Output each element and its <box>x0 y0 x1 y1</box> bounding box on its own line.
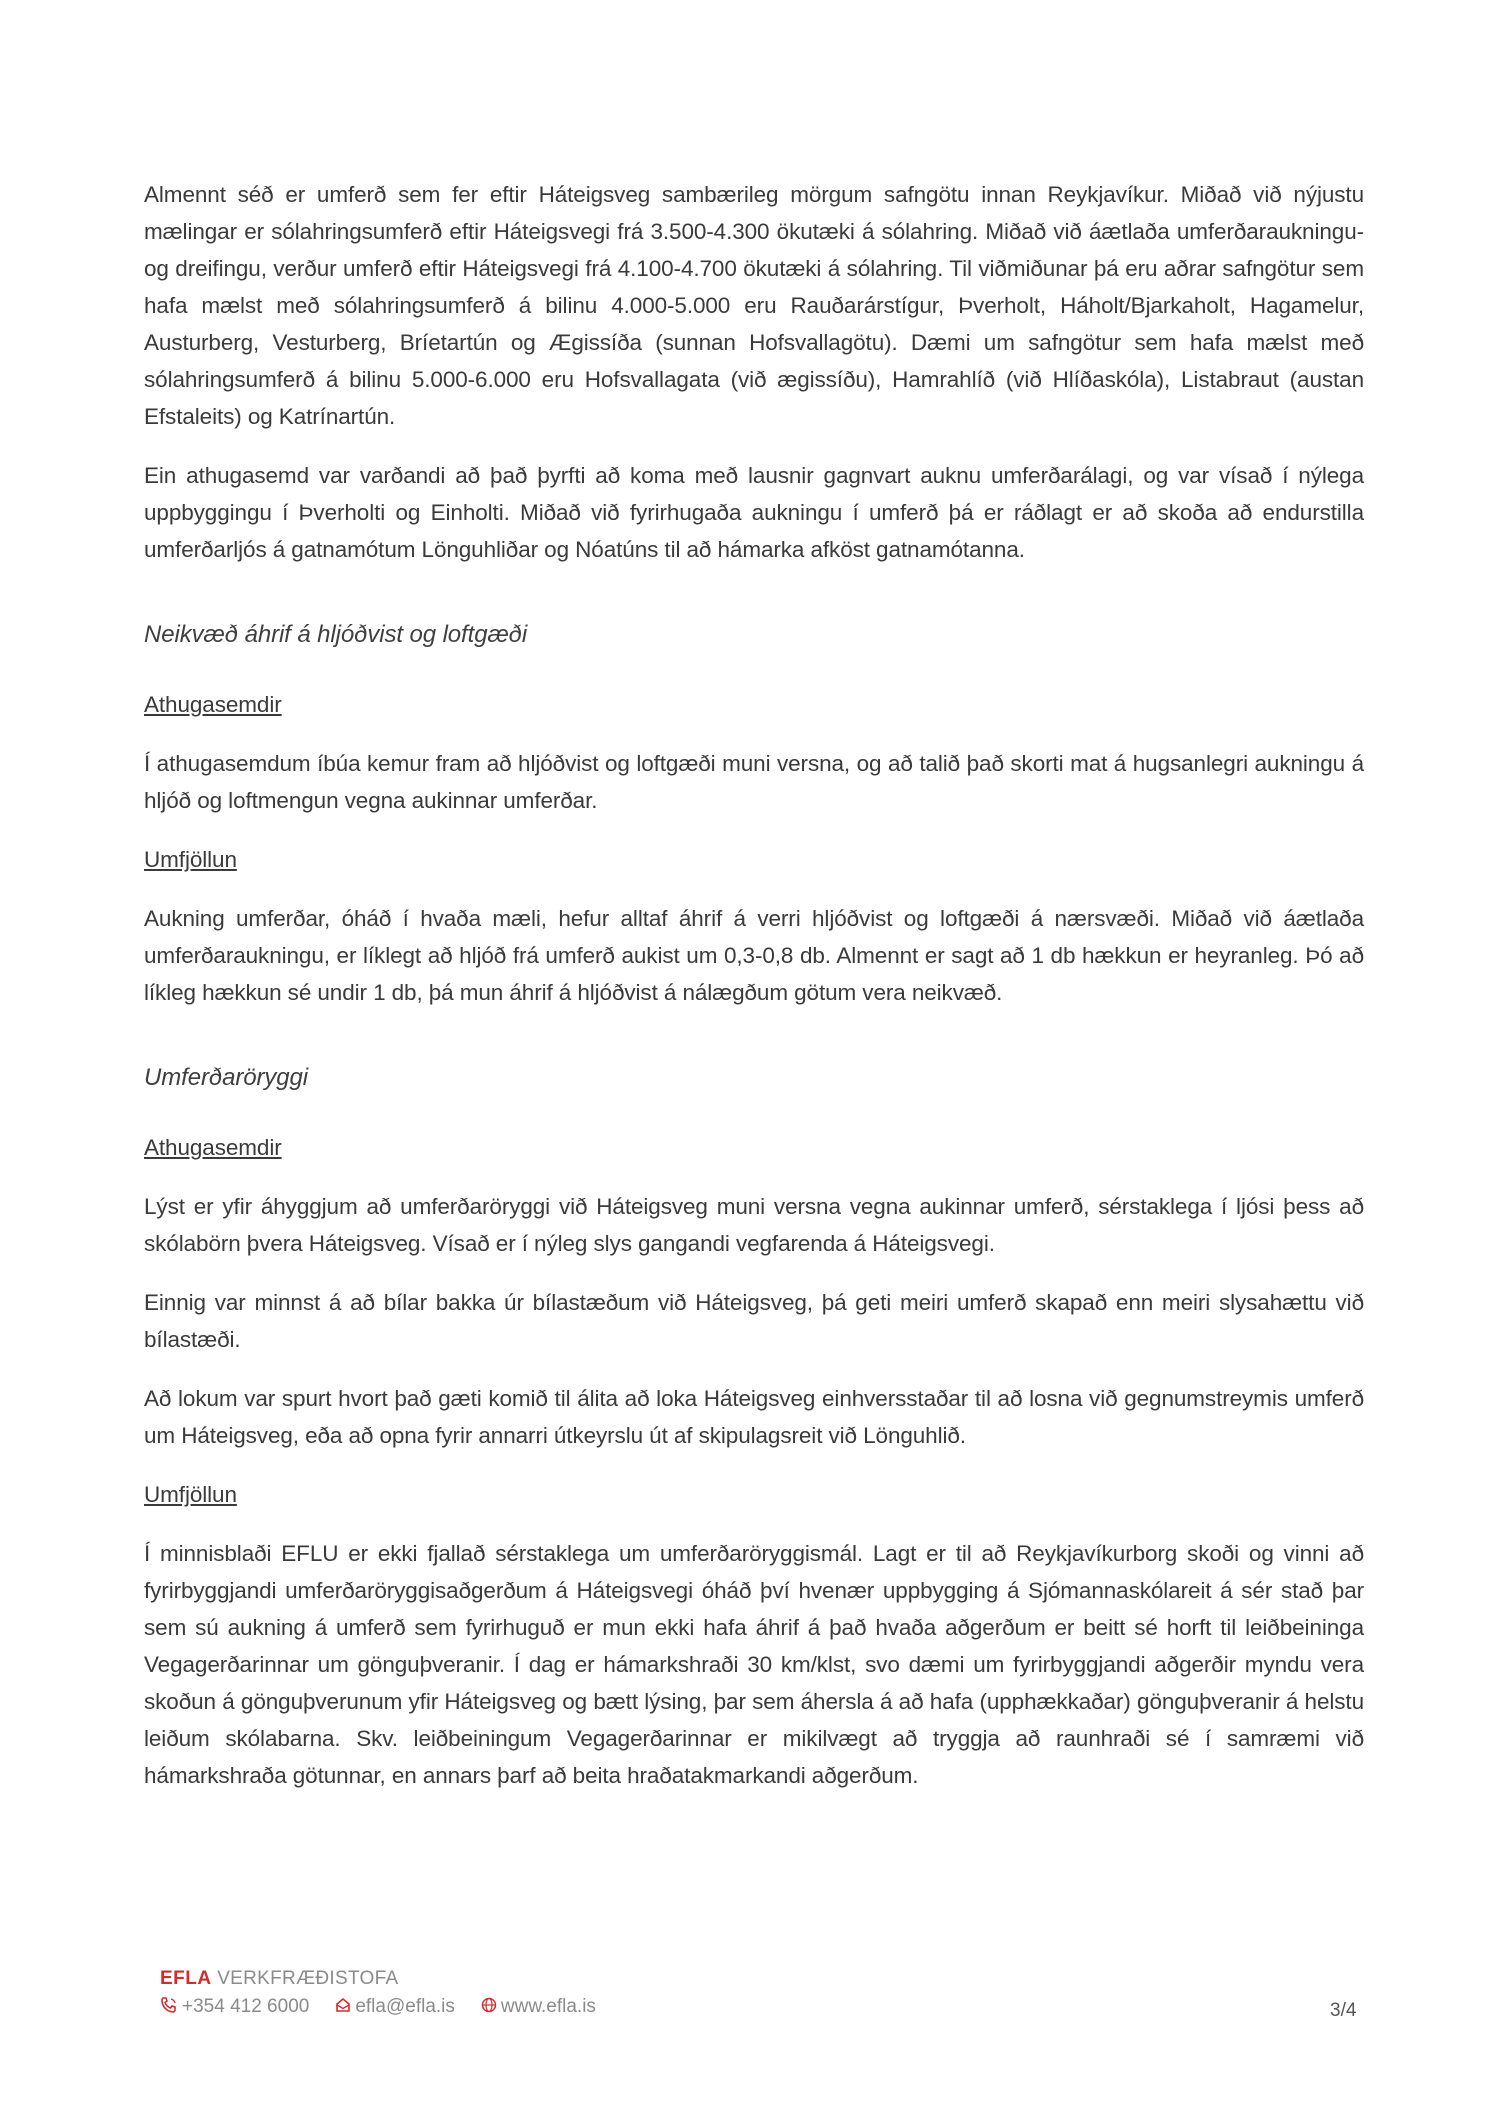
contact-email <box>335 1996 455 2018</box>
contact-web <box>481 1996 596 2018</box>
brand-suffix: VERKFRÆÐISTOFA <box>217 1968 399 1989</box>
contact-phone <box>160 1996 309 2018</box>
sub-heading-comments: Athugasemdir <box>144 692 282 717</box>
email-address: efla@efla.is <box>355 1996 455 2017</box>
sub-heading-discussion: Umfjöllun <box>144 847 237 872</box>
globe-icon <box>481 1997 497 2018</box>
paragraph-noise-comments: Í athugasemdum íbúa kemur fram að hljóðvist og loftgæði muni versna, og að talið það skorti mat á hugsanlegri aukningu á hljóð og loftmengun vegna aukinnar umferðar. <box>144 751 1364 813</box>
paragraph-parking-safety: Einnig var minnst á að bílar bakka úr bílastæðum við Háteigsveg, þá geti meiri umferð skapað enn meiri slysahættu við bílastæði. <box>144 1290 1364 1352</box>
sub-heading-discussion: Umfjöllun <box>144 1482 237 1507</box>
phone-icon <box>160 1997 178 2018</box>
paragraph-traffic-volume: Almennt séð er umferð sem fer eftir Háteigsveg sambærileg mörgum safngötu innan Reykjavíkur. Miðað við nýjustu mælingar er sólahringsumferð eftir Háteigsvegi frá 3.500-4.300 ökutæki á sólahring. Miðað við áætlaða umferðaraukningu- og dreifingu, verður umferð eftir Háteigsvegi frá 4.100-4.700 ökutæki á sólahring. Til viðmiðunar þá eru aðrar safngötur sem hafa mælst með sólahringsumferð á bilinu 4.000-5.000 eru Rauðarárstígur, Þverholt, Háholt/Bjarkaholt, Hagamelur, Austurberg, Vesturberg, Bríetartún og Ægissíða (sunnan Hofsvallagötu). Dæmi um safngötur sem hafa mælst með sólahringsumferð á bilinu 5.000-6.000 eru Hofsvallagata (við ægissíðu), Hamrahlíð (við Hlíðaskóla), Listabraut (austan Efstaleits) og Katrínartún. <box>144 182 1364 429</box>
contact-info <box>160 1996 622 2018</box>
paragraph-safety-discussion: Í minnisblaði EFLU er ekki fjallað sérstaklega um umferðaröryggismál. Lagt er til að Reykjavíkurborg skoði og vinni að fyrirbyggjandi umferðaröryggisaðgerðum á Háteigsvegi óháð því hvenær uppbygging á Sjómannaskólareit á sér stað þar sem sú aukning á umferð sem fyrirhuguð er mun ekki hafa áhrif á það hvaða aðgerðum er beitt sé horft til leiðbeininga Vegagerðarinnar um gönguþveranir. Í dag er hámarkshraði 30 km/klst, svo dæmi um fyrirbyggjandi aðgerðir myndu vera skoðun á gönguþverunum yfir Háteigsveg og bætt lýsing, þar sem áhersla á að hafa (upphækkaðar) gönguþveranir á helstu leiðum skólabarna. Skv. leiðbeiningum Vegagerðarinnar er mikilvægt að tryggja að raunhraði sé í samræmi við hámarkshraða götunnar, en annars þarf að beita hraðatakmarkandi aðgerðum. <box>144 1541 1364 1788</box>
home-mail-icon <box>335 1997 351 2018</box>
phone-number: +354 412 6000 <box>182 1996 310 2017</box>
paragraph-traffic-lights: Ein athugasemd var varðandi að það þyrfti að koma með lausnir gagnvart auknu umferðarálagi, og var vísað í nýlega uppbyggingu í Þverholti og Einholti. Miðað við fyrirhugaða aukningu í umferð þá er ráðlagt er að skoða að endurstilla umferðarljós á gatnamótum Lönguhliðar og Nóatúns til að hámarka afköst gatnamótanna. <box>144 463 1364 562</box>
page-number: 3/4 <box>1330 2000 1357 2021</box>
page-footer <box>160 1968 622 2018</box>
section-heading-noise-air: Neikvæð áhrif á hljóðvist og loftgæði <box>144 621 528 648</box>
document-body <box>144 176 1364 1794</box>
company-logo <box>160 1968 622 1990</box>
sub-heading-comments: Athugasemdir <box>144 1135 282 1160</box>
paragraph-safety-concerns: Lýst er yfir áhyggjum að umferðaröryggi við Háteigsveg muni versna vegna aukinnar umferð, sérstaklega í ljósi þess að skólabörn þvera Háteigsveg. Vísað er í nýleg slys gangandi vegfarenda á Háteigsvegi. <box>144 1194 1364 1256</box>
paragraph-closure-question: Að lokum var spurt hvort það gæti komið til álita að loka Háteigsveg einhversstaðar til að losna við gegnumstreymis umferð um Háteigsveg, eða að opna fyrir annarri útkeyrslu út af skipulagsreit við Lönguhlið. <box>144 1386 1364 1448</box>
brand-name: EFLA <box>160 1968 212 1989</box>
section-heading-traffic-safety: Umferðaröryggi <box>144 1064 308 1091</box>
paragraph-noise-discussion: Aukning umferðar, óháð í hvaða mæli, hefur alltaf áhrif á verri hljóðvist og loftgæði á nærsvæði. Miðað við áætlaða umferðaraukningu, er líklegt að hljóð frá umferð aukist um 0,3-0,8 db. Almennt er sagt að 1 db hækkun er heyranleg. Þó að líkleg hækkun sé undir 1 db, þá mun áhrif á hljóðvist á nálægðum götum vera neikvæð. <box>144 906 1364 1005</box>
website-url: www.efla.is <box>500 1996 596 2017</box>
